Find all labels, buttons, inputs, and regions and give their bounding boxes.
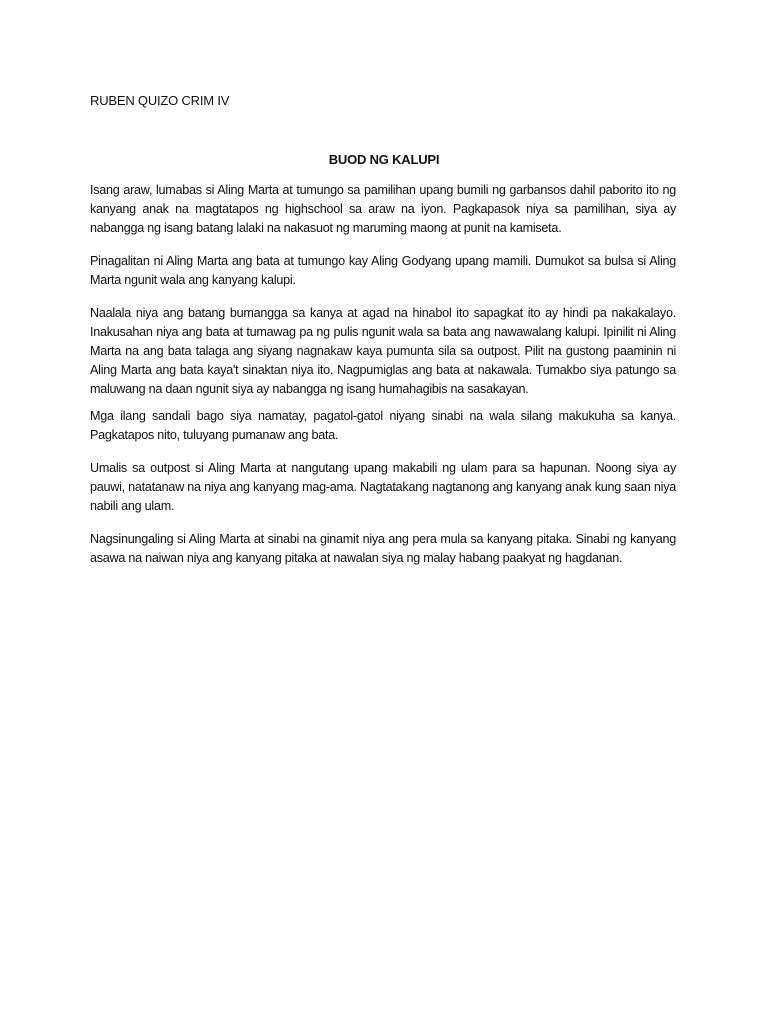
document-title: BUOD NG KALUPI xyxy=(328,152,440,167)
paragraph-2: Pinagalitan ni Aling Marta ang bata at tumungo kay Aling Godyang upang mamili. Dumukot sa bulsa si Aling Marta ngunit wala ang kanyang kalupi. xyxy=(90,254,676,287)
paragraph-4: Mga ilang sandali bago siya namatay, pagatol-gatol niyang sinabi na wala silang makukuha sa kanya. Pagkatapos nito, tuluyang pumanaw ang bata. xyxy=(90,409,676,442)
author-line: RUBEN QUIZO CRIM IV xyxy=(90,93,230,108)
paragraph-5: Umalis sa outpost si Aling Marta at nangutang upang makabili ng ulam para sa hapunan. Noong siya ay pauwi, natatanaw na niya ang kanyang mag-ama. Nagtatakang nagtanong ang kanyang anak kung saan niya nabili ang ulam. xyxy=(90,461,676,513)
paragraph-1: Isang araw, lumabas si Aling Marta at tumungo sa pamilihan upang bumili ng garbansos dahil paborito ito ng kanyang anak na magtatapos ng highschool sa araw na iyon. Pagkapasok niya sa pamilihan, siya ay nabangga ng isang batang lalaki na nakasuot ng maruming maong at punit na kamiseta. xyxy=(90,183,676,235)
document-body xyxy=(90,181,676,568)
paragraph-6: Nagsinungaling si Aling Marta at sinabi na ginamit niya ang pera mula sa kanyang pitaka. Sinabi ng kanyang asawa na naiwan niya ang kanyang pitaka at nawalan siya ng malay habang paakyat ng hagdanan. xyxy=(90,532,676,565)
paragraph-3: Naalala niya ang batang bumangga sa kanya at agad na hinabol ito sapagkat ito ay hindi pa nakakalayo. Inakusahan niya ang bata at tumawag pa ng pulis ngunit wala sa bata ang nawawalang kalupi. Ipinilit ni Aling Marta na ang bata talaga ang siyang nagnakaw kaya pumunta sila sa outpost. Pilit na gustong paaminin ni Aling Marta ang bata kaya't sinaktan niya ito. Nagpumiglas ang bata at nakawala. Tumakbo siya patungo sa maluwang na daan ngunit siya ay nabangga ng isang humahagibis na sasakayan. xyxy=(90,306,676,396)
